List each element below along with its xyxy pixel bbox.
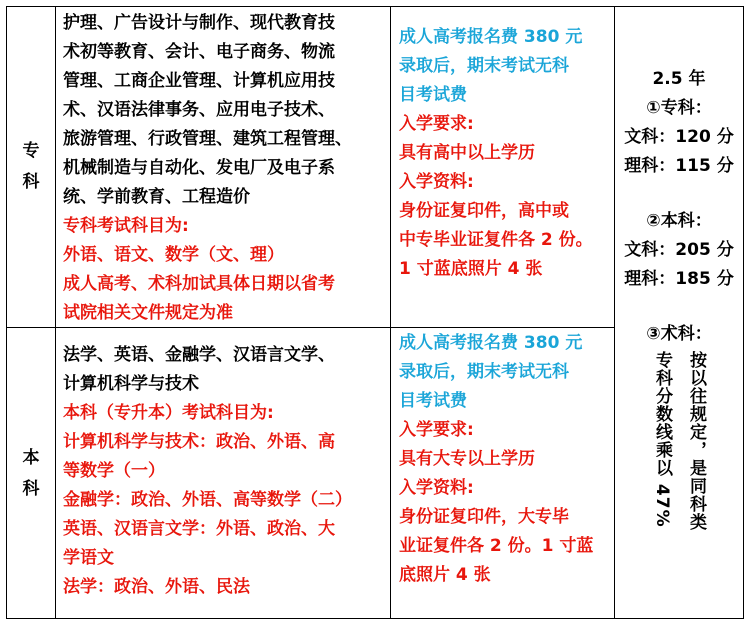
- majors-line: 管理、工商企业管理、计算机应用技: [63, 71, 335, 91]
- admission-table: [6, 6, 744, 619]
- shuke-rule: [615, 351, 743, 531]
- exam-line: 法学：政治、外语、民法: [63, 577, 250, 597]
- majors-line: 机械制造与自动化、发电厂及电子系: [63, 158, 335, 178]
- exam-line: 英语、汉语言文学：外语、政治、大: [63, 519, 335, 539]
- fee-line: 录取后，期末考试无科: [399, 56, 569, 76]
- zhuanke-like-score: 理科：115 分: [624, 156, 734, 176]
- requirement-line: 具有大专以上学历: [399, 449, 535, 469]
- exam-line: 成人高考、术科加试具体日期以省考: [63, 274, 335, 294]
- majors-line: 术初等教育、会计、电子商务、物流: [63, 42, 335, 62]
- exam-line: 学语文: [63, 548, 114, 568]
- duration-score-cell: [615, 7, 743, 618]
- requirement-line: 入学要求:: [399, 420, 474, 440]
- fee-cell-benke: [399, 329, 613, 590]
- majors-line: 法学、英语、金融学、汉语言文学、: [63, 345, 335, 365]
- level-label: 本科: [22, 447, 40, 499]
- requirement-line: 入学资料:: [399, 478, 474, 498]
- fee-line: 目考试费: [399, 85, 467, 105]
- requirement-line: 底照片 4 张: [399, 565, 491, 585]
- exam-line: 试院相关文件规定为准: [63, 303, 233, 323]
- zhuanke-heading: ①专科：: [646, 98, 712, 118]
- majors-line: 计算机科学与技术: [63, 374, 199, 394]
- column-divider: [390, 7, 391, 618]
- zhuanke-wenke-score: 文科：120 分: [624, 127, 734, 147]
- benke-like-score: 理科：185 分: [624, 269, 734, 289]
- fee-line: 录取后，期末考试无科: [399, 362, 569, 382]
- level-cell-zhuanke: [7, 7, 55, 327]
- benke-wenke-score: 文科：205 分: [624, 240, 734, 260]
- majors-line: 护理、广告设计与制作、现代教育技: [63, 13, 335, 33]
- column-divider: [55, 7, 56, 618]
- exam-line: 计算机科学与技术：政治、外语、高: [63, 432, 335, 452]
- fee-cell-zhuanke: [399, 23, 613, 284]
- exam-line: 专科考试科目为:: [63, 216, 189, 236]
- requirement-line: 入学资料:: [399, 172, 474, 192]
- majors-line: 旅游管理、行政管理、建筑工程管理、: [63, 129, 352, 149]
- level-cell-benke: [7, 327, 55, 620]
- exam-line: 金融学：政治、外语、高等数学（二）: [63, 490, 352, 510]
- majors-line: 统、学前教育、工程造价: [63, 187, 250, 207]
- requirement-line: 中专毕业证复件各 2 份。: [399, 230, 593, 250]
- exam-line: 外语、语文、数学（文、理）: [63, 245, 284, 265]
- requirement-line: 具有高中以上学历: [399, 143, 535, 163]
- shuke-heading: ③术科：: [646, 324, 712, 344]
- duration-years: 2.5 年: [652, 69, 706, 89]
- exam-line: 本科（专升本）考试科目为:: [63, 403, 274, 423]
- fee-line: 成人高考报名费 380 元: [399, 27, 583, 47]
- fee-line: 成人高考报名费 380 元: [399, 333, 583, 353]
- requirement-line: 身份证复印件，大专毕: [399, 507, 569, 527]
- requirement-line: 业证复件各 2 份。1 寸蓝: [399, 536, 594, 556]
- fee-line: 目考试费: [399, 391, 467, 411]
- majors-cell-benke: [63, 341, 388, 602]
- majors-line: 术、汉语法律事务、应用电子技术、: [63, 100, 335, 120]
- exam-line: 等数学（一）: [63, 461, 165, 481]
- requirement-line: 入学要求:: [399, 114, 474, 134]
- majors-cell-zhuanke: [63, 9, 388, 328]
- requirement-line: 身份证复印件，高中或: [399, 201, 569, 221]
- shuke-rule-column: 专科分数线乘以 47%: [652, 351, 672, 528]
- level-label: 专科: [22, 141, 40, 192]
- benke-heading: ②本科：: [646, 211, 712, 231]
- shuke-rule-column: 按以往规定，是同科类: [686, 351, 706, 531]
- requirement-line: 1 寸蓝底照片 4 张: [399, 259, 543, 279]
